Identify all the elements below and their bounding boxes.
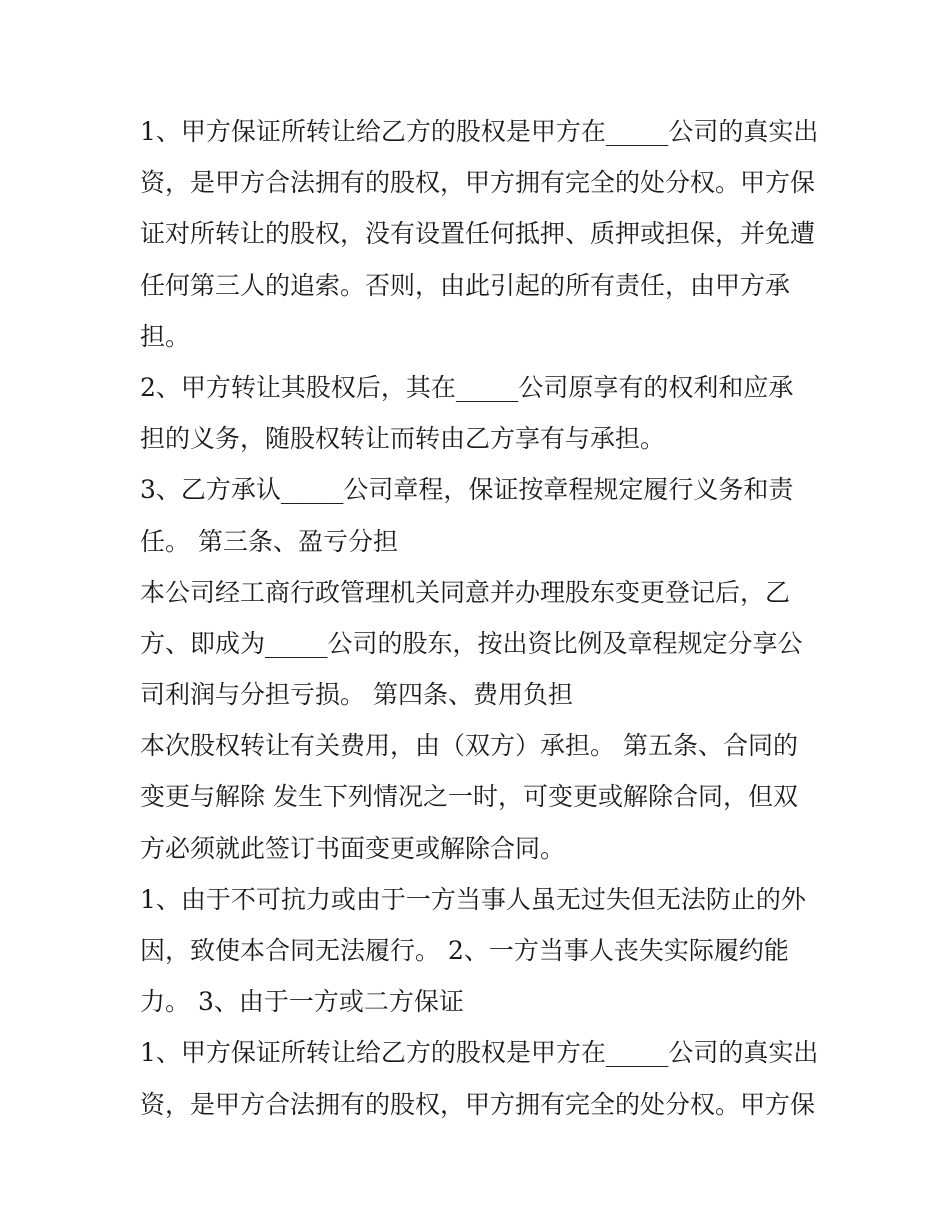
text-line: 方必须就此签订书面变更或解除合同。: [140, 833, 566, 863]
text-line: 1、由于不可抗力或由于一方当事人虽无过失但无法防止的外: [140, 884, 806, 914]
text-line: 方、即成为_____公司的股东，按出资比例及章程规定分享公: [140, 628, 803, 658]
text-line: 3、乙方承认_____公司章程，保证按章程规定履行义务和责: [140, 475, 794, 505]
text-line: 1、甲方保证所转让给乙方的股权是甲方在_____公司的真实出: [140, 117, 819, 146]
text-line: 力。 3、由于一方或二方保证: [140, 987, 464, 1017]
text-line: 任。 第三条、盈亏分担: [140, 526, 398, 556]
text-line: 担的义务，随股权转让而转由乙方享有与承担。: [140, 424, 666, 454]
text-line: 2、甲方转让其股权后，其在_____公司原享有的权利和应承: [140, 372, 794, 402]
text-line: 担。: [140, 321, 191, 351]
text-line: 任何第三人的追索。否则，由此引起的所有责任，由甲方承: [140, 270, 791, 300]
text-line: 证对所转让的股权，没有设置任何抵押、质押或担保，并免遭: [140, 219, 816, 249]
text-line: 司利润与分担亏损。 第四条、费用负担: [140, 680, 573, 710]
text-line: 资，是甲方合法拥有的股权，甲方拥有完全的处分权。甲方保: [140, 1089, 816, 1119]
text-line: 本公司经工商行政管理机关同意并办理股东变更登记后，乙: [140, 577, 791, 607]
text-line: 变更与解除 发生下列情况之一时，可变更或解除合同，但双: [140, 782, 798, 812]
text-line: 资，是甲方合法拥有的股权，甲方拥有完全的处分权。甲方保: [140, 168, 816, 198]
text-line: 本次股权转让有关费用，由（双方）承担。 第五条、合同的: [140, 731, 798, 761]
document-body: [140, 106, 820, 1130]
text-line: 因，致使本合同无法履行。 2、一方当事人丧失实际履约能: [140, 936, 789, 965]
text-line: 1、甲方保证所转让给乙方的股权是甲方在_____公司的真实出: [140, 1038, 819, 1068]
